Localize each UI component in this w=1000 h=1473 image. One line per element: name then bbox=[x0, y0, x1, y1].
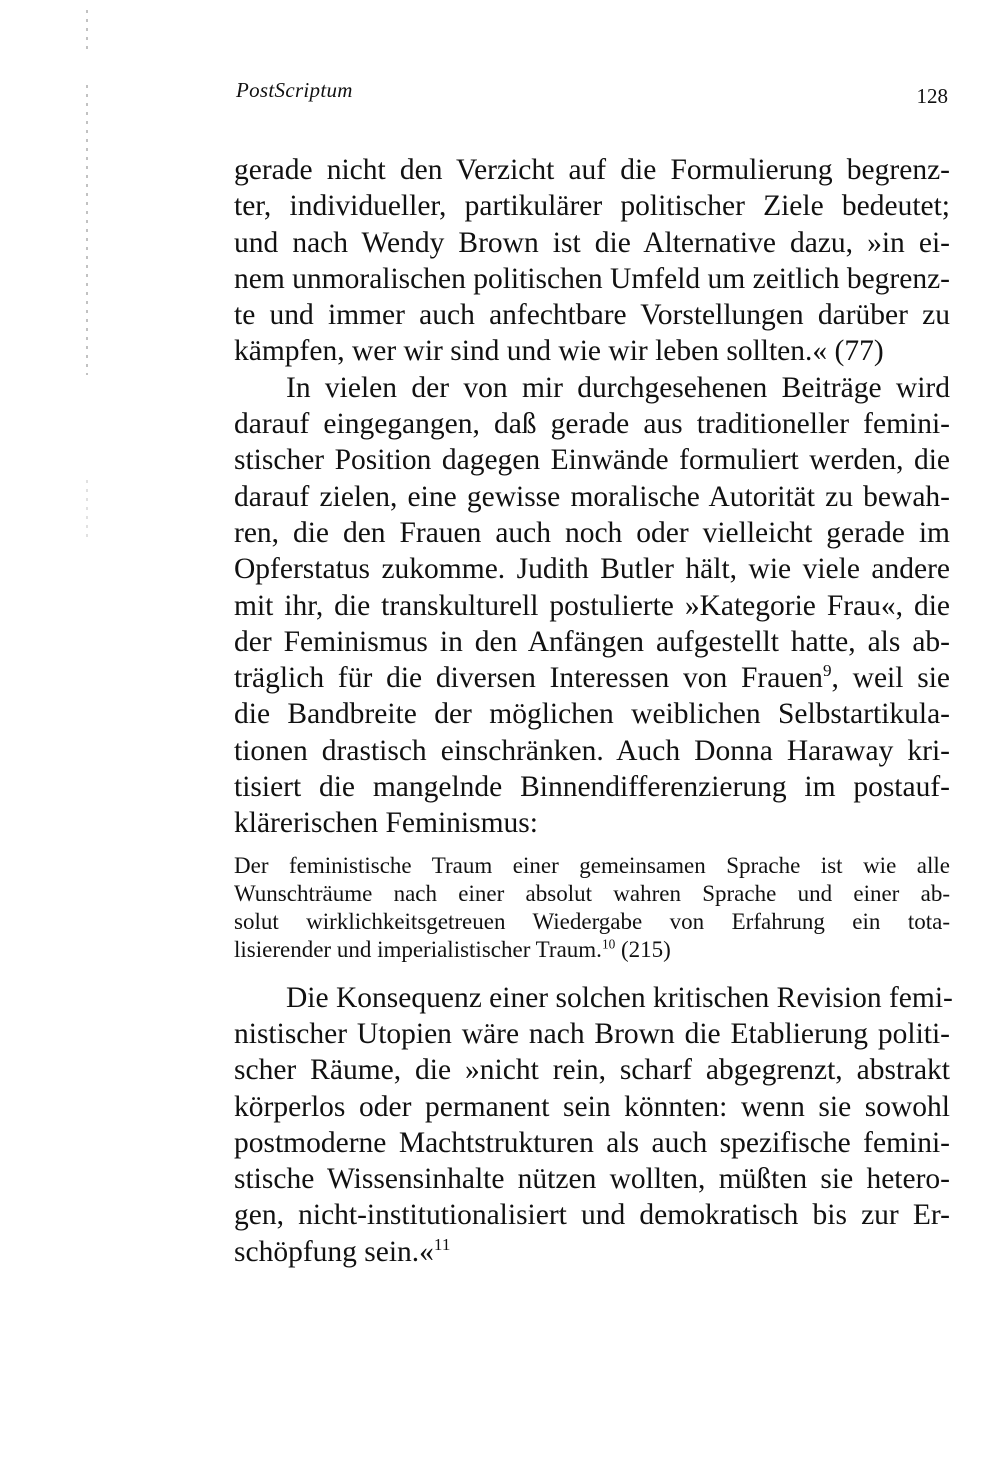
text-line: die Bandbreite der möglichen weiblichen Selbstartikula- bbox=[234, 698, 950, 731]
text-line: ren, die den Frauen auch noch oder vielleicht gerade im bbox=[234, 516, 950, 549]
scan-artifact bbox=[86, 10, 88, 50]
text-fragment: träglich für die diversen Interessen von Frauen bbox=[234, 662, 823, 695]
text-line: ter, individueller, partikulärer politischer Ziele bedeutet; bbox=[234, 190, 950, 223]
text-line: stischer Position dagegen Einwände formuliert werden, die bbox=[234, 444, 950, 477]
text-line: kämpfen, wer wir sind und wie wir leben sollten.« (77) bbox=[234, 335, 884, 368]
text-line: gerade nicht den Verzicht auf die Formulierung begrenz- bbox=[234, 154, 950, 186]
text-line: darauf eingegangen, daß gerade aus traditioneller femini- bbox=[234, 408, 950, 441]
paragraph-1 bbox=[234, 152, 950, 370]
text-line: Opferstatus zukomme. Judith Butler hält, wie viele andere bbox=[234, 553, 950, 586]
text-line: nistischer Utopien wäre nach Brown die Etablierung politi- bbox=[234, 1017, 950, 1050]
paragraph-2 bbox=[234, 370, 950, 842]
text-fragment: schöpfung sein.« bbox=[234, 1235, 434, 1268]
footnote-marker: 9 bbox=[822, 661, 832, 681]
running-head: PostScriptum bbox=[236, 78, 353, 102]
body-text bbox=[234, 152, 953, 1270]
text-line: In vielen der von mir durchgesehenen Beiträge wird bbox=[286, 371, 950, 404]
text-line: scher Räume, die »nicht rein, scharf abgegrenzt, abstrakt bbox=[234, 1054, 950, 1087]
scan-artifact bbox=[86, 480, 88, 540]
text-line: mit ihr, die transkulturell postulierte »Kategorie Frau«, die bbox=[234, 589, 950, 622]
text-fragment: (215) bbox=[615, 936, 671, 962]
scan-artifact bbox=[86, 85, 88, 375]
text-line: und nach Wendy Brown ist die Alternative dazu, »in ei- bbox=[234, 226, 950, 259]
text-fragment: , weil sie bbox=[831, 662, 951, 695]
paragraph-3 bbox=[234, 980, 953, 1270]
quote-line: Wunschträume nach einer absolut wahren Sprache und einer ab- bbox=[234, 880, 950, 906]
footnote-marker: 10 bbox=[601, 935, 616, 951]
text-fragment: lisierender und imperialistischer Traum. bbox=[234, 936, 602, 962]
text-line: gen, nicht-institutionalisiert und demokratisch bis zur Er- bbox=[234, 1199, 950, 1232]
text-line: tisiert die mangelnde Binnendifferenzierung im postauf- bbox=[234, 771, 950, 804]
text-line: Die Konsequenz einer solchen kritischen Revision femi- bbox=[286, 981, 953, 1014]
text-line-with-footnote bbox=[234, 660, 950, 696]
text-line: te und immer auch anfechtbare Vorstellungen darüber zu bbox=[234, 299, 950, 332]
text-line: nem unmoralischen politischen Umfeld um zeitlich begrenz- bbox=[234, 262, 950, 295]
footnote-marker: 11 bbox=[433, 1234, 451, 1254]
quote-line-with-footnote bbox=[234, 936, 950, 964]
text-line-with-footnote bbox=[234, 1234, 950, 1270]
block-quote bbox=[234, 852, 950, 964]
text-line: klärerischen Feminismus: bbox=[234, 807, 538, 840]
text-line: postmoderne Machtstrukturen als auch spezifische femini- bbox=[234, 1126, 950, 1159]
text-line: darauf zielen, eine gewisse moralische Autorität zu bewah- bbox=[234, 480, 950, 513]
quote-line: solut wirklichkeitsgetreuen Wiedergabe von Erfahrung ein tota- bbox=[234, 908, 950, 934]
quote-line: Der feministische Traum einer gemeinsamen Sprache ist wie alle bbox=[234, 852, 950, 878]
text-line: körperlos oder permanent sein könnten: wenn sie sowohl bbox=[234, 1090, 950, 1123]
text-line: der Feminismus in den Anfängen aufgestellt hatte, als ab- bbox=[234, 625, 950, 658]
text-line: stische Wissensinhalte nützen wollten, müßten sie hetero- bbox=[234, 1163, 950, 1196]
text-line: tionen drastisch einschränken. Auch Donna Haraway kri- bbox=[234, 734, 950, 767]
page-number: 128 bbox=[916, 84, 948, 108]
